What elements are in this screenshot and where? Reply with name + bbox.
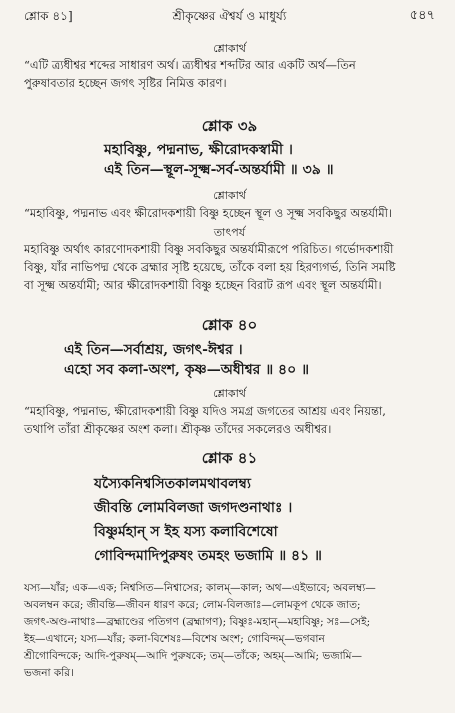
text-line: ইহ—এখানে; যস্য—যাঁর; কলা-বিশেষঃ—বিশেষ অংশ; গোবিন্দম্—ভগবান: [24, 633, 325, 645]
word-for-word-41: [24, 580, 435, 682]
header-chapter-title: শ্রীকৃষ্ণের ঐশ্বর্য ও মাধুর্য্য: [172, 9, 287, 23]
text-line: পুরুষাবতার হচ্ছেন জগৎ সৃষ্টির নিমিত্ত কারণ।: [24, 76, 227, 90]
text-line: বিষ্ণু, যাঁর নাভিপদ্ম থেকে ব্রহ্মার সৃষ্টি হয়েছে, তাঁকে বলা হয় হিরণ্যগর্ভ, তিনি সমষ্টি: [24, 260, 396, 274]
text-line: তথাপি তাঁরা শ্রীকৃষ্ণের অংশ কলা। শ্রীকৃষ্ণ তাঁদের সকলেরও অধীশ্বর।: [24, 422, 332, 436]
translation-label-top: শ্লোকার্থ: [213, 42, 246, 55]
text-line: “এটি ত্র্যধীশ্বর শব্দের সাধারণ অর্থ। ত্র্যধীশ্বর শব্দটির আর একটি অর্থ—তিন: [24, 58, 356, 72]
translation-39: [24, 204, 435, 222]
purport-label-39: তাৎপর্য: [213, 226, 246, 239]
header-verse-ref: শ্লোক ৪১]: [24, 9, 73, 23]
text-line: জগৎ-অণ্ড-নাথাঃ—ব্রহ্মাণ্ডের পতিগণ (ব্রহ্মাগণ); বিষ্ণুঃ-মহান্—মহাবিষ্ণু; সঃ—সেই;: [24, 616, 371, 628]
text-line: যস্য—যাঁর; এক—এক; নিশ্বসিত—নিশ্বাসের; কালম্—কাল; অথ—এইভাবে; অবলম্ব্য—: [24, 582, 376, 594]
verse-line: গোবিন্দমাদিপুরুষং তমহং ভজামি ॥ ৪১ ॥: [94, 548, 322, 564]
verse-41-heading: শ্লোক ৪১: [201, 449, 258, 467]
text-line: অবলম্বন করে; জীবন্তি—জীবন ধারণ করে; লোম-বিলজাঃ—লোমকূপ থেকে জাত;: [24, 599, 361, 611]
verse-40-heading: শ্লোক ৪০: [201, 316, 258, 334]
text-line: ভজনা করি।: [24, 667, 74, 679]
text-line: মহাবিষ্ণু অর্থাৎ কারণোদকশায়ী বিষ্ণু সবকিছুর অন্তর্যামীরূপে পরিচিত। গর্ভোদকশায়ী: [24, 242, 394, 256]
translation-label-39: শ্লোকার্থ: [213, 189, 246, 202]
verse-line: জীবন্তি লোমবিলজা জগদণ্ডনাথাঃ ।: [94, 500, 293, 516]
verse-line: এই তিন—স্থূল-সূক্ষ্ম-সর্ব-অন্তর্যামী ॥ ৩৯ ॥: [104, 162, 334, 178]
verse-line: বিষ্ণুর্মহান্ স ইহ যস্য কলাবিশেষো: [94, 524, 278, 540]
verse-line: এহো সব কলা-অংশ, কৃষ্ণ—অধীশ্বর ॥ ৪০ ॥: [64, 362, 310, 378]
verse-39-text: [24, 140, 435, 180]
verse-line: এই তিন—সর্বাশ্রয়, জগৎ-ঈশ্বর ।: [64, 342, 243, 358]
text-line: “মহাবিষ্ণু, পদ্মনাভ, ক্ষীরোদকশায়ী বিষ্ণু যদিও সমগ্র জগতের আশ্রয় এবং নিয়ন্তা,: [24, 404, 386, 418]
page-header: [24, 6, 435, 26]
page-number: ৫৪৭: [409, 8, 435, 23]
verse-line: মহাবিষ্ণু, পদ্মনাভ, ক্ষীরোদকস্বামী ।: [104, 142, 293, 158]
text-line: “মহাবিষ্ণু, পদ্মনাভ এবং ক্ষীরোদকশায়ী বিষ্ণু হচ্ছেন স্থূল ও সূক্ষ্ম সবকিছুর অন্তর্যামী।: [24, 206, 392, 220]
verse-line: যস্যৈকনিশ্বসিতকালমথাবলম্ব্য: [94, 476, 251, 492]
purport-39: [24, 240, 435, 294]
verse-39-heading: শ্লোক ৩৯: [201, 117, 258, 135]
verse-41-text: [24, 472, 435, 568]
translation-label-40: শ্লোকার্থ: [213, 387, 246, 400]
text-line: বা সূক্ষ্ম অন্তর্যামী; আর ক্ষীরোদকশায়ী বিষ্ণু হচ্ছেন বিরাট রূপ এবং স্থূল অন্তর্যামী।: [24, 278, 382, 292]
verse-40-text: [24, 340, 435, 380]
translation-40: [24, 402, 435, 438]
text-line: শ্রীগোবিন্দকে; আদি-পুরুষম্—আদি পুরুষকে; তম্—তাঁকে; অহম্—আমি; ভজামি—: [24, 650, 362, 662]
translation-top: [24, 56, 435, 92]
